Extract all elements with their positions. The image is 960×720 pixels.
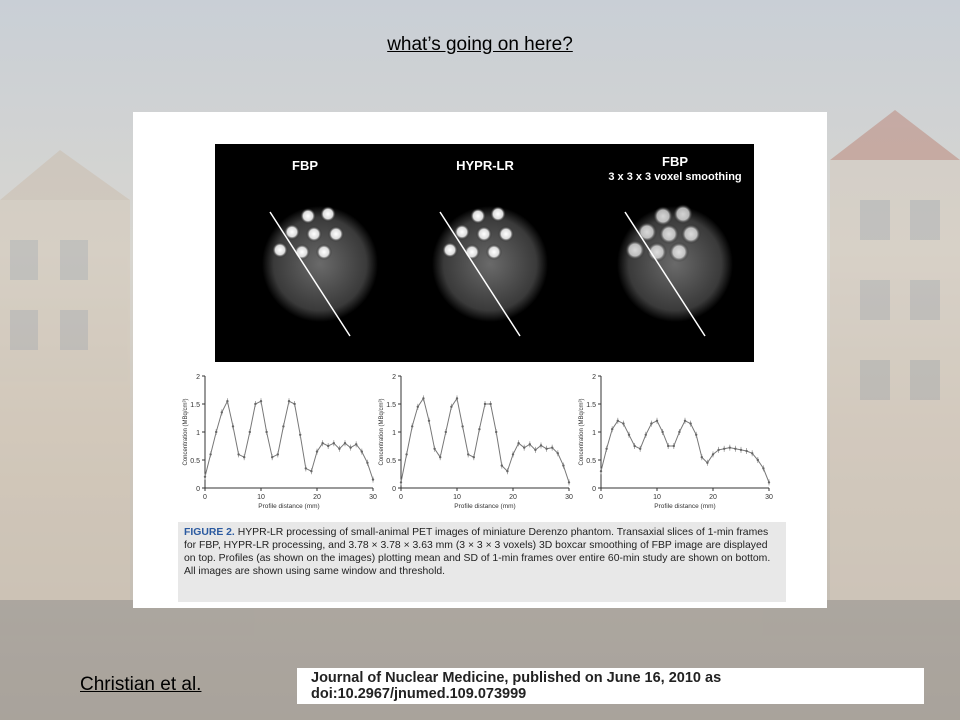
- data-point: [226, 400, 228, 402]
- data-point: [417, 406, 419, 408]
- x-tick-label: 0: [399, 494, 403, 501]
- phantom-fbp-smooth: [617, 204, 733, 336]
- data-point: [622, 422, 624, 424]
- data-point: [265, 431, 267, 433]
- data-point: [277, 453, 279, 455]
- data-point: [557, 452, 559, 454]
- y-tick-label: 1.5: [586, 402, 596, 409]
- data-point: [215, 431, 217, 433]
- pet-image-strip: [215, 144, 754, 362]
- data-point: [712, 453, 714, 455]
- x-tick-label: 30: [765, 494, 773, 501]
- data-point: [551, 446, 553, 448]
- data-point: [717, 449, 719, 451]
- data-point: [428, 420, 430, 422]
- x-tick-label: 30: [565, 494, 573, 501]
- x-tick-label: 20: [509, 494, 517, 501]
- slide-title: what’s going on here?: [387, 34, 573, 55]
- data-point: [209, 453, 211, 455]
- data-point: [633, 445, 635, 447]
- data-point: [461, 425, 463, 427]
- y-tick-label: 1: [196, 430, 200, 437]
- data-point: [237, 453, 239, 455]
- data-point: [639, 448, 641, 450]
- profile-line: [205, 401, 373, 479]
- y-tick-label: 1: [392, 430, 396, 437]
- data-point: [445, 431, 447, 433]
- data-point: [611, 428, 613, 430]
- data-point: [232, 425, 234, 427]
- data-point: [512, 453, 514, 455]
- panel-sublabel-smoothing: 3 x 3 x 3 voxel smoothing: [608, 171, 742, 183]
- data-point: [617, 420, 619, 422]
- figure-caption: [178, 522, 786, 602]
- data-point: [600, 470, 602, 472]
- data-point: [400, 481, 402, 483]
- x-tick-label: 10: [653, 494, 661, 501]
- data-point: [321, 442, 323, 444]
- data-point: [473, 456, 475, 458]
- data-point: [305, 467, 307, 469]
- data-point: [456, 397, 458, 399]
- x-axis-label: Profile distance (mm): [454, 503, 516, 510]
- data-point: [605, 448, 607, 450]
- data-point: [650, 422, 652, 424]
- data-point: [534, 449, 536, 451]
- data-point: [517, 442, 519, 444]
- data-point: [723, 448, 725, 450]
- y-tick-label: 0.5: [586, 458, 596, 465]
- x-tick-label: 20: [709, 494, 717, 501]
- x-axis-label: Profile distance (mm): [258, 503, 320, 510]
- x-axis-label: Profile distance (mm): [654, 503, 716, 510]
- data-point: [740, 449, 742, 451]
- data-point: [768, 481, 770, 483]
- data-point: [355, 443, 357, 445]
- y-tick-label: 2: [196, 374, 200, 381]
- data-point: [757, 459, 759, 461]
- caption-text: HYPR-LR processing of small-animal PET images of miniature Derenzo phantom. Transaxial slices of 1-min frames for FBP, HYPR-LR processing, and 3.78 × 3.78 × 3.63 mm (3 × 3 × 3 voxels) 3D boxcar smoothing of FBP image are displayed on top. Profiles (as shown on the images) plotting mean and SD of 1-min frames over entire 60-min study are shown on bottom. All images are shown using same window and threshold.: [184, 527, 771, 577]
- panel-label-fbp-smooth: FBP: [662, 154, 688, 169]
- y-tick-label: 0: [196, 486, 200, 493]
- data-point: [243, 456, 245, 458]
- x-tick-label: 30: [369, 494, 377, 501]
- data-point: [684, 420, 686, 422]
- phantom-fbp: [262, 206, 378, 336]
- y-tick-label: 1.5: [386, 402, 396, 409]
- data-point: [495, 431, 497, 433]
- profile-line: [401, 398, 569, 482]
- data-point: [361, 450, 363, 452]
- data-point: [545, 448, 547, 450]
- x-tick-label: 20: [313, 494, 321, 501]
- y-tick-label: 0.5: [386, 458, 396, 465]
- data-point: [656, 420, 658, 422]
- y-tick-label: 1.5: [190, 402, 200, 409]
- panel-label-hypr: HYPR-LR: [456, 158, 514, 173]
- y-tick-label: 1: [592, 430, 596, 437]
- data-point: [310, 470, 312, 472]
- data-point: [260, 400, 262, 402]
- profile-plots: [133, 370, 827, 520]
- data-point: [422, 397, 424, 399]
- x-tick-label: 10: [453, 494, 461, 501]
- data-point: [439, 456, 441, 458]
- data-point: [734, 448, 736, 450]
- data-point: [333, 442, 335, 444]
- x-tick-label: 10: [257, 494, 265, 501]
- data-point: [282, 425, 284, 427]
- data-point: [645, 434, 647, 436]
- data-point: [695, 434, 697, 436]
- data-point: [745, 450, 747, 452]
- y-tick-label: 0: [592, 486, 596, 493]
- data-point: [204, 476, 206, 478]
- data-point: [701, 456, 703, 458]
- data-point: [540, 444, 542, 446]
- data-point: [673, 445, 675, 447]
- data-point: [349, 446, 351, 448]
- data-point: [433, 448, 435, 450]
- data-point: [316, 450, 318, 452]
- data-point: [529, 443, 531, 445]
- data-point: [729, 446, 731, 448]
- data-point: [450, 406, 452, 408]
- x-tick-label: 0: [599, 494, 603, 501]
- data-point: [254, 403, 256, 405]
- y-tick-label: 0: [392, 486, 396, 493]
- data-point: [667, 445, 669, 447]
- data-point: [501, 464, 503, 466]
- data-point: [661, 431, 663, 433]
- data-point: [467, 453, 469, 455]
- y-axis-label: Concentration (MBq/cm³): [183, 398, 189, 466]
- data-point: [271, 456, 273, 458]
- profile-line: [601, 421, 769, 483]
- phantom-images: [215, 144, 754, 362]
- data-point: [628, 434, 630, 436]
- data-point: [523, 446, 525, 448]
- data-point: [678, 431, 680, 433]
- y-axis-label: Concentration (MBq/cm³): [379, 398, 385, 466]
- phantom-hypr: [432, 206, 548, 336]
- x-tick-label: 0: [203, 494, 207, 501]
- data-point: [489, 403, 491, 405]
- data-point: [366, 462, 368, 464]
- data-point: [299, 434, 301, 436]
- data-point: [506, 470, 508, 472]
- data-point: [288, 400, 290, 402]
- data-point: [478, 428, 480, 430]
- data-point: [706, 462, 708, 464]
- data-point: [405, 453, 407, 455]
- caption-figure-number: FIGURE 2.: [184, 527, 235, 538]
- data-point: [411, 425, 413, 427]
- data-point: [327, 445, 329, 447]
- figure-panel: [133, 112, 827, 608]
- data-point: [568, 481, 570, 483]
- y-tick-label: 2: [592, 374, 596, 381]
- journal-banner: Journal of Nuclear Medicine, published on June 16, 2010 as doi:10.2967/jnumed.109.073999: [297, 668, 924, 704]
- data-point: [293, 403, 295, 405]
- data-point: [562, 464, 564, 466]
- data-point: [221, 411, 223, 413]
- data-point: [689, 422, 691, 424]
- y-axis-label: Concentration (MBq/cm³): [579, 398, 585, 466]
- data-point: [344, 442, 346, 444]
- panel-label-fbp: FBP: [292, 158, 318, 173]
- data-point: [762, 467, 764, 469]
- y-tick-label: 0.5: [190, 458, 200, 465]
- data-point: [338, 448, 340, 450]
- data-point: [249, 431, 251, 433]
- data-point: [372, 478, 374, 480]
- y-tick-label: 2: [392, 374, 396, 381]
- data-point: [484, 403, 486, 405]
- author-credit: Christian et al.: [80, 674, 202, 695]
- data-point: [751, 452, 753, 454]
